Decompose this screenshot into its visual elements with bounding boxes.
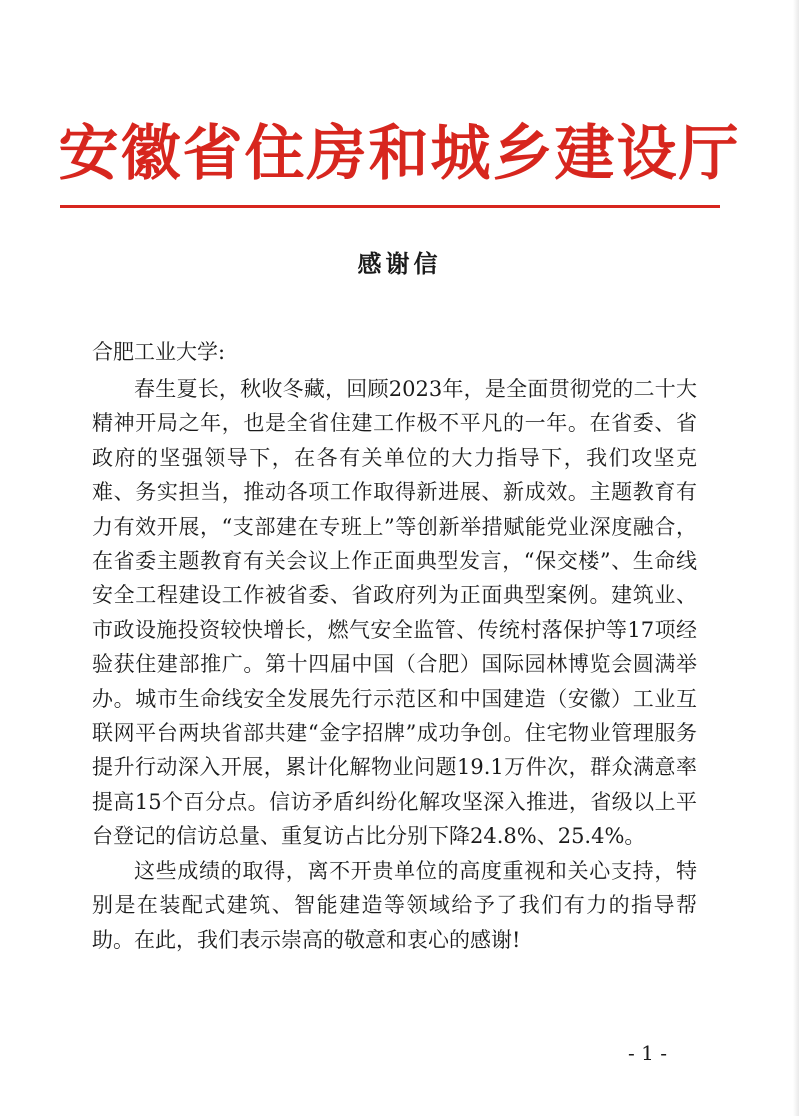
body-paragraph-2: 这些成绩的取得，离不开贵单位的高度重视和关心支持，特别是在装配式建筑、智能建造等领域给予了我们有力的指导帮助。在此，我们表示崇高的敬意和衷心的感谢!: [92, 858, 697, 952]
page-number: - 1 -: [628, 1041, 667, 1065]
recipient-salutation: 合肥工业大学:: [92, 340, 226, 364]
letterhead-title: 安徽省住房和城乡建设厅: [58, 119, 741, 189]
body-paragraph-1: 春生夏长，秋收冬藏，回顾2023年，是全面贯彻党的二十大精神开局之年，也是全省住建工作极不平凡的一年。在省委、省政府的坚强领导下，在各有关单位的大力指导下，我们攻坚克难、务实担当，推动各项工作取得新进展、新成效。主题教育有力有效开展，“支部建在专班上”等创新举措赋能党业深度融合，在省委主题教育有关会议上作正面典型发言，“保交楼”、生命线安全工程建设工作被省委、省政府列为正面典型案例。建筑业、市政设施投资较快增长，燃气安全监管、传统村落保护等17项经验获住建部推广。第十四届中国（合肥）国际园林博览会圆满举办。城市生命线安全发展先行示范区和中国建造（安徽）工业互联网平台两块省部共建“金字招牌”成功争创。住宅物业管理服务提升行动深入开展，累计化解物业问题19.1万件次，群众满意率提高15个百分点。信访矛盾纠纷化解攻坚深入推进，省级以上平台登记的信访总量、重复访占比分别下降24.8%、25.4%。: [92, 377, 697, 849]
document-title: 感谢信: [357, 249, 442, 278]
page-edge: [793, 0, 799, 1116]
letterhead-red-rule: [60, 205, 720, 208]
letter-body: [92, 372, 697, 957]
